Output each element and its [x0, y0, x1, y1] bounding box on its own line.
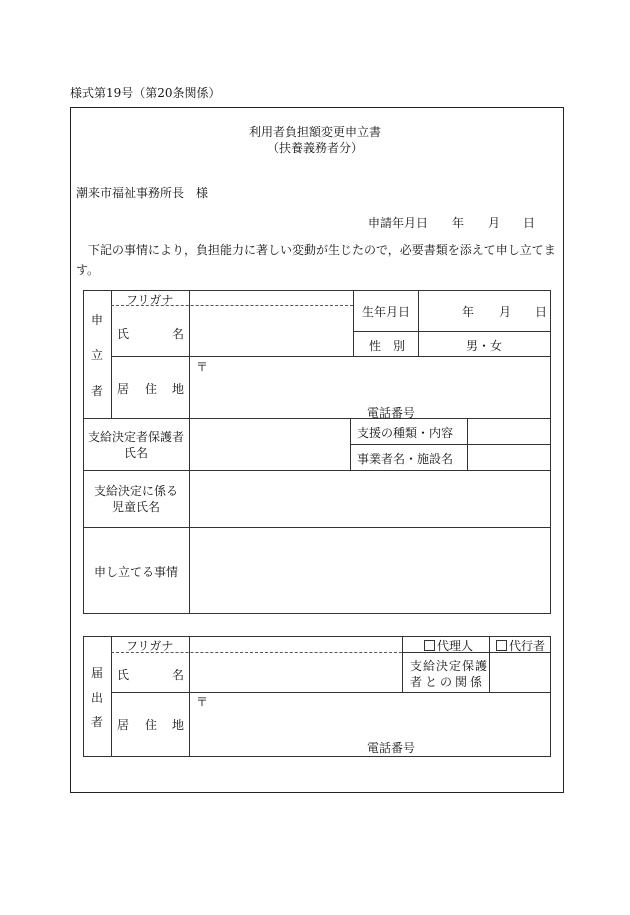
child-label-line1: 支給決定に係る [93, 484, 178, 498]
application-day-unit: 日 [523, 216, 536, 230]
notifier-address-label-3: 地 [172, 718, 185, 732]
applicant-side-label-1: 申 [91, 313, 104, 327]
notifier-side-label-3: 者 [91, 715, 104, 729]
notifier-name-label-1: 氏 [117, 668, 130, 682]
applicant-name-field[interactable] [192, 306, 352, 354]
notifier-name-field[interactable] [192, 654, 400, 690]
notifier-side-label-1: 届 [91, 666, 104, 680]
guardian-name-field[interactable] [192, 420, 347, 468]
applicant-address-label-3: 地 [172, 382, 185, 396]
applicant-phone-label: 電話番号 [367, 406, 416, 420]
applicant-address-label-1: 居 [117, 382, 130, 396]
support-type-label: 支援の種類・内容 [357, 426, 454, 440]
applicant-name-label-2: 名 [172, 327, 185, 341]
birth-day-unit: 日 [535, 305, 548, 319]
proxy-checkbox-icon[interactable] [496, 640, 507, 651]
sex-options[interactable]: 男・女 [466, 339, 503, 353]
notifier-phone-label: 電話番号 [367, 741, 416, 755]
applicant-postal-mark: 〒 [196, 360, 209, 374]
form-subtitle: （扶養義務者分） [266, 141, 363, 155]
guardian-label-line2: 氏名 [123, 446, 148, 460]
applicant-name-label-1: 氏 [117, 327, 130, 341]
relation-field[interactable] [492, 655, 548, 690]
notifier-name-label-2: 名 [172, 668, 185, 682]
applicant-address-label-2: 住 [145, 382, 158, 396]
notifier-postal-mark: 〒 [196, 695, 209, 709]
form-title: 利用者負担額変更申立書 [248, 125, 381, 139]
relation-label-line2: 者との関係 [410, 675, 486, 689]
reason-label: 申し立てる事情 [93, 565, 178, 579]
agent-checkbox-icon[interactable] [424, 640, 435, 651]
notifier-address-label-2: 住 [145, 718, 158, 732]
addressee: 潮来市福祉事務所長 様 [76, 186, 209, 200]
child-name-field[interactable] [192, 472, 547, 524]
notifier-side-label-2: 出 [91, 691, 104, 705]
statement-text: 下記の事情により，負担能力に著しい変動が生じたので，必要書類を添えて申し立てます。 [76, 243, 556, 277]
sex-label: 性 別 [369, 339, 406, 353]
birthdate-label: 生年月日 [362, 305, 411, 319]
proxy-option[interactable] [496, 637, 545, 654]
applicant-furigana-label: フリガナ [126, 293, 174, 307]
application-year-unit: 年 [452, 216, 465, 230]
proxy-option-label: 代行者 [509, 639, 546, 653]
agent-option-label: 代理人 [437, 639, 474, 653]
reason-field[interactable] [192, 530, 547, 610]
notifier-address-label-1: 居 [117, 718, 130, 732]
provider-label: 事業者名・施設名 [357, 452, 454, 466]
form-number-label: 様式第19号（第20条関係） [70, 86, 221, 100]
application-month-unit: 月 [488, 216, 501, 230]
applicant-side-label-3: 者 [91, 384, 104, 398]
applicant-side-label-2: 立 [91, 348, 104, 362]
relation-label-line1: 支給決定保護 [410, 659, 489, 673]
application-date-label: 申請年月日 [368, 216, 429, 230]
agent-option[interactable] [424, 637, 473, 654]
notifier-furigana-label: フリガナ [126, 639, 174, 653]
child-label-line2: 児童氏名 [111, 500, 160, 514]
birth-month-unit: 月 [499, 305, 512, 319]
birth-year-unit: 年 [462, 305, 475, 319]
guardian-label-line1: 支給決定者保護者 [87, 430, 184, 444]
